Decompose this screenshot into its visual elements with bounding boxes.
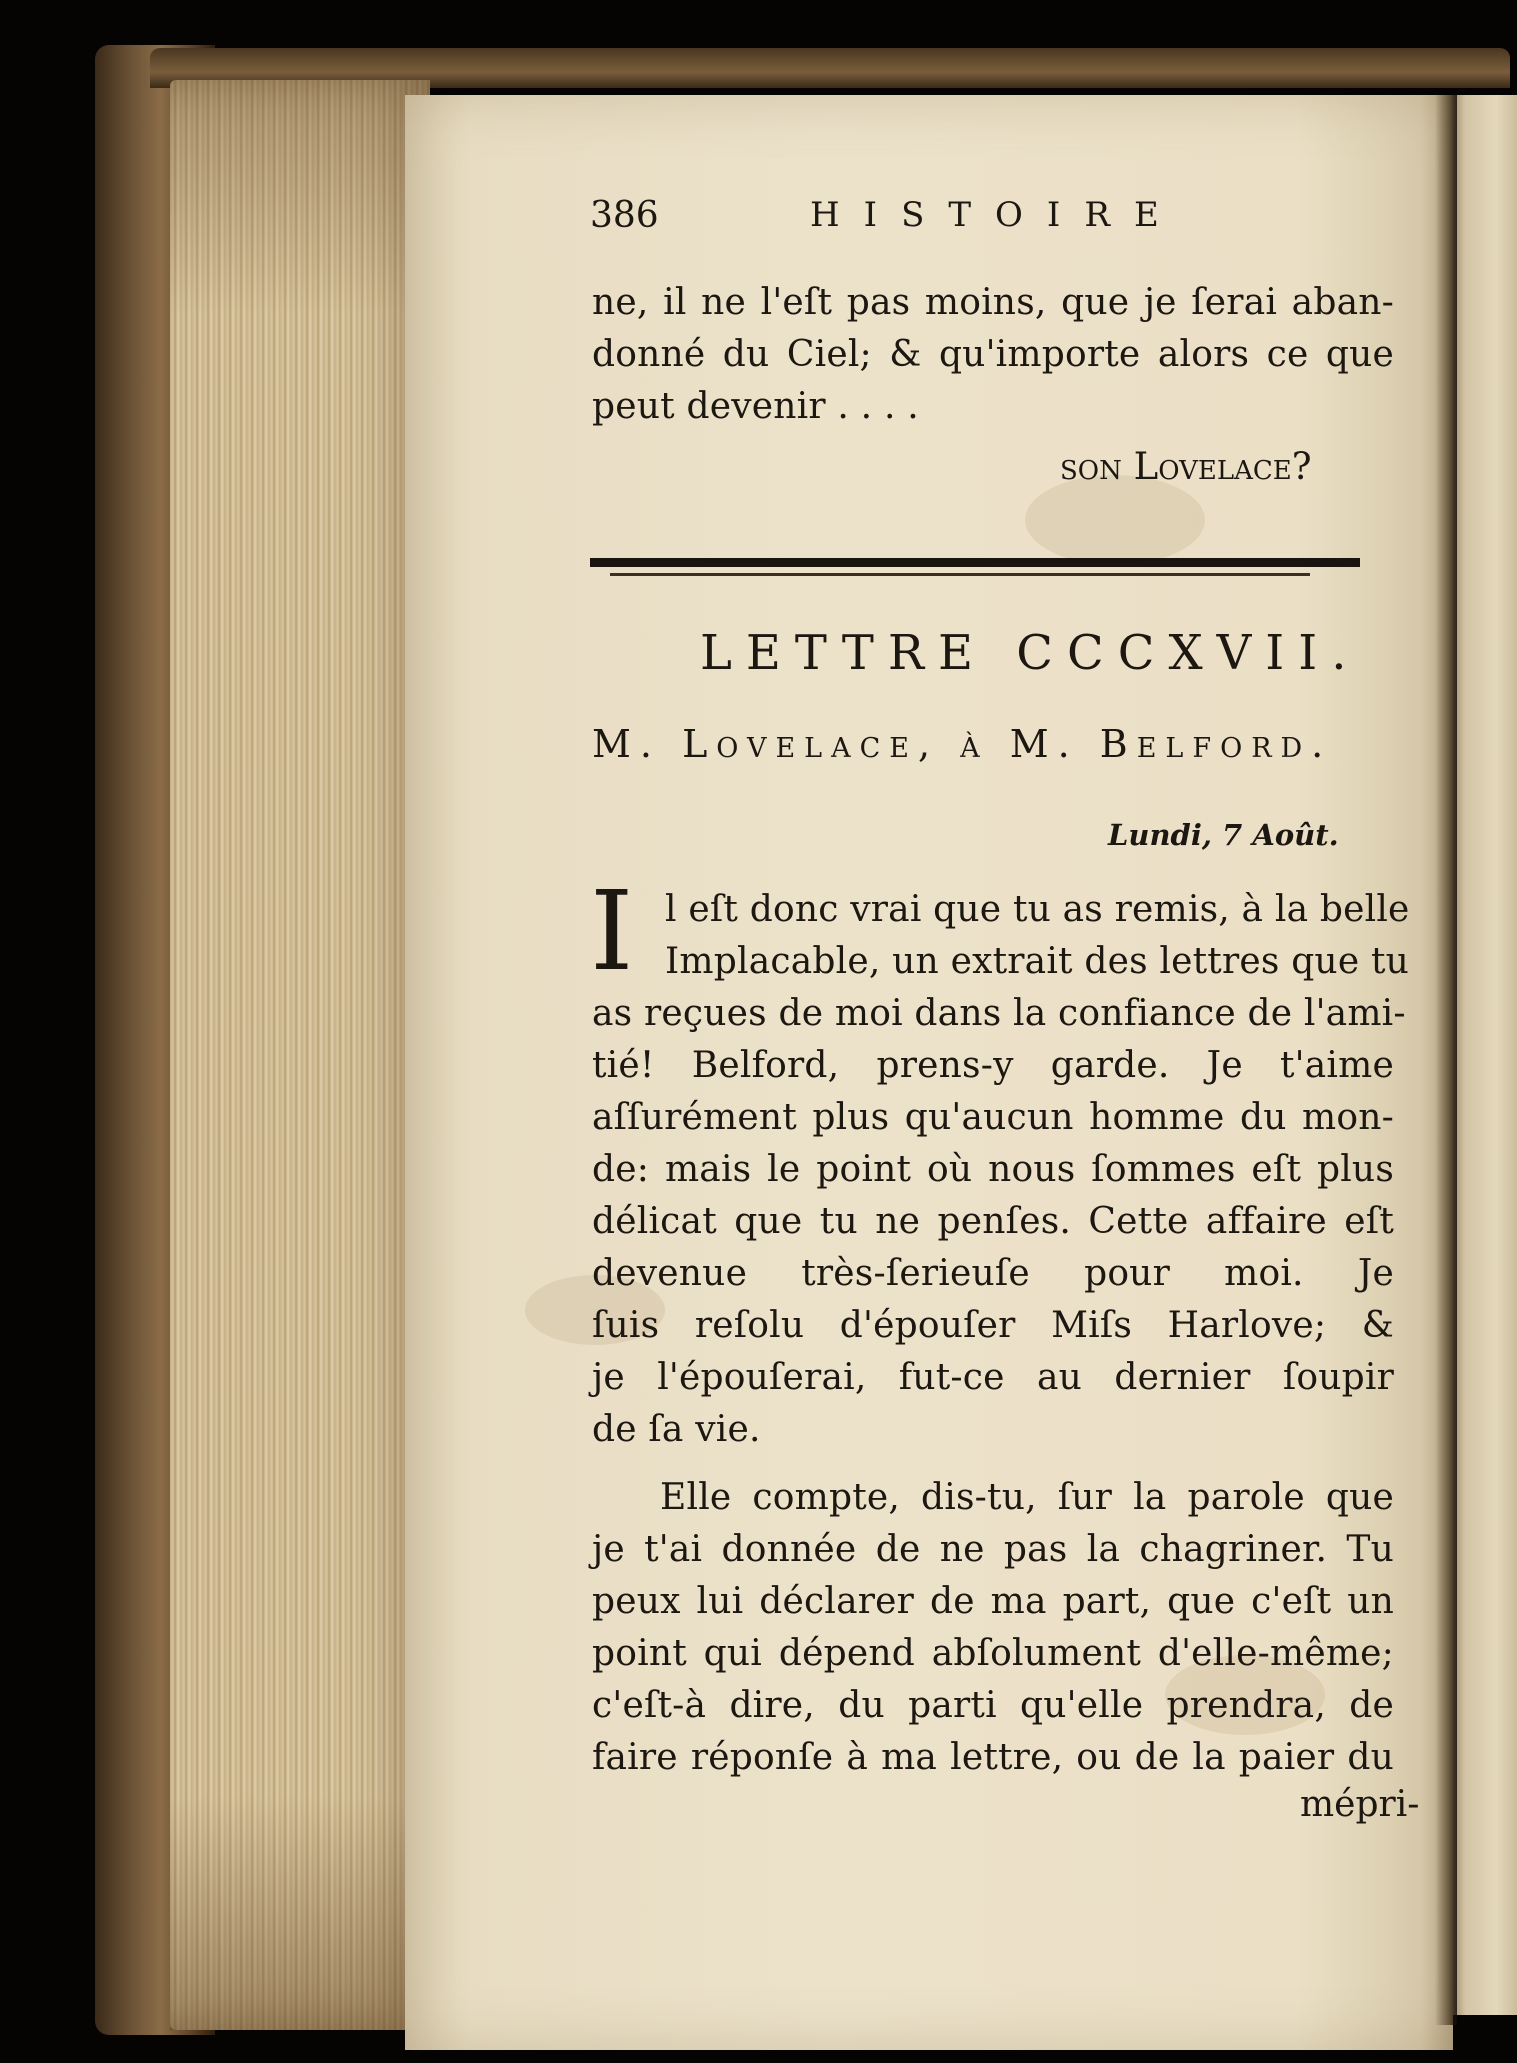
letter-heading: LETTRE CCCXVII. <box>700 625 1361 681</box>
text-line: peux lui déclarer de ma part, que c'eſt un <box>592 1581 1394 1622</box>
running-head: HISTOIRE <box>810 195 1183 235</box>
text-line: tié! Belford, prens-y garde. Je t'aime <box>592 1045 1394 1086</box>
text-line: je l'épouſerai, fut-ce au dernier ſoupir <box>592 1357 1394 1398</box>
text-line: Elle compte, dis-tu, ſur la parole que <box>660 1477 1394 1518</box>
text-line: de ſa vie. <box>592 1409 761 1450</box>
letter-signature: ſon Lovelace? <box>1060 445 1312 488</box>
page-number: 386 <box>590 195 659 236</box>
section-divider-thin <box>610 573 1310 576</box>
text-line: délicat que tu ne penſes. Cette affaire eſt <box>592 1201 1394 1242</box>
text-line: donné du Ciel; & qu'importe alors ce que <box>592 334 1394 375</box>
text-line: ne, il ne l'eſt pas moins, que je ſerai aban- <box>592 282 1394 323</box>
facing-page-edge <box>1448 95 1517 2015</box>
text-line: ſuis reſolu d'épouſer Miſs Harlove; & <box>592 1305 1394 1346</box>
text-line: de: mais le point où nous ſommes eſt plus <box>592 1149 1394 1190</box>
text-line: l eſt donc vrai que tu as remis, à la belle <box>665 889 1410 930</box>
letter-address: M. Lovelace, à M. Belford. <box>592 722 1333 766</box>
section-divider <box>590 558 1360 567</box>
letter-date: Lundi, 7 Août. <box>1108 818 1339 852</box>
page-gutter-shadow <box>1435 95 1457 2025</box>
text-line: c'eſt-à dire, du parti qu'elle prendra, de <box>592 1685 1394 1726</box>
drop-cap: I <box>590 867 634 995</box>
text-line: Implacable, un extrait des lettres que tu <box>665 941 1410 982</box>
text-line: aſſurément plus qu'aucun homme du mon- <box>592 1097 1394 1138</box>
text-line: je t'ai donnée de ne pas la chagriner. Tu <box>592 1529 1394 1570</box>
text-line: faire réponſe à ma lettre, ou de la paier du <box>592 1737 1394 1778</box>
text-line: point qui dépend abſolument d'elle-même; <box>592 1633 1394 1674</box>
catchword: mépri- <box>1300 1784 1420 1825</box>
text-line: peut devenir . . . . <box>592 386 919 427</box>
text-line: as reçues de moi dans la confiance de l'ami- <box>592 993 1406 1034</box>
text-line: devenue très-ſerieuſe pour moi. Je <box>592 1253 1394 1294</box>
